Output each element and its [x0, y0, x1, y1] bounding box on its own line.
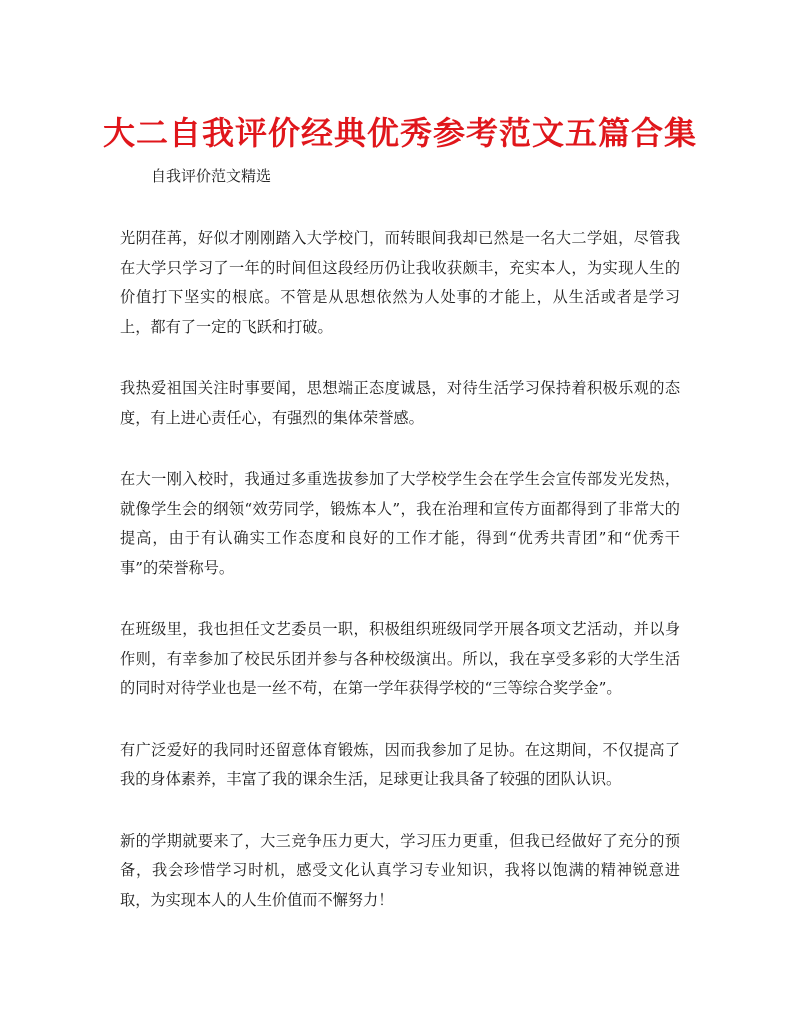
paragraph-5: 有广泛爱好的我同时还留意体育锻炼，因而我参加了足协。在这期间，不仅提高了我的身体素养，丰富了我的课余生活，足球更让我具备了较强的团队认识。: [120, 740, 680, 788]
paragraph-1: 光阴荏苒，好似才刚刚踏入大学校门，而转眼间我却已然是一名大二学姐，尽管我在大学只学习了一年的时间但这段经历仍让我收获颇丰，充实本人，为实现人生的价值打下坚实的根底。不管是从思想依然为人处事的才能上，从生活或者是学习上，都有了一定的飞跃和打破。: [120, 229, 680, 336]
paragraph-4: 在班级里，我也担任文艺委员一职，积极组织班级同学开展各项文艺活动，并以身作则，有幸参加了校民乐团并参与各种校级演出。所以，我在享受多彩的大学生活的同时对待学业也是一丝不苟，在第一学年获得学校的“三等综合奖学金”。: [120, 620, 680, 697]
paragraph-3: 在大一刚入校时，我通过多重选拔参加了大学校学生会在学生会宣传部发光发热，就像学生会的纲领“效劳同学，锻炼本人”，我在治理和宣传方面都得到了非常大的提高，由于有认确实工作态度和良好的工作才能，得到“优秀共青团”和“优秀干事”的荣誉称号。: [120, 470, 680, 577]
document-title: 大二自我评价经典优秀参考范文五篇合集: [102, 114, 697, 152]
paragraph-2: 我热爱祖国关注时事要闻，思想端正态度诚恳，对待生活学习保持着积极乐观的态度，有上进心责任心，有强烈的集体荣誉感。: [120, 379, 680, 427]
document-subtitle: 自我评价范文精选: [151, 167, 272, 185]
document-body: [120, 224, 680, 947]
paragraph-6: 新的学期就要来了，大三竞争压力更大，学习压力更重，但我已经做好了充分的预备，我会珍惜学习时机，感受文化认真学习专业知识，我将以饱满的精神锐意进取，为实现本人的人生价值而不懈努力！: [120, 831, 680, 909]
